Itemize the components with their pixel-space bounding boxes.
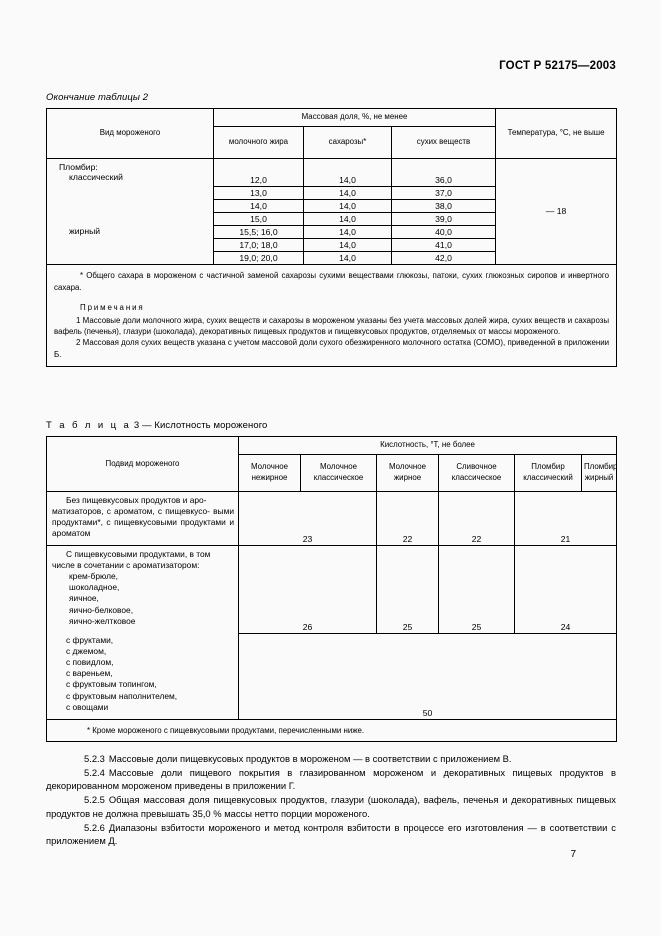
clause-5-2-5-number: 5.2.5 bbox=[84, 794, 105, 806]
table-row bbox=[47, 545, 617, 634]
cell-dry-solids: 40,0 bbox=[392, 226, 496, 239]
row2-line1: С пищевкусовыми продуктами, в том bbox=[66, 548, 211, 559]
cell-milk-fat: 12,0 bbox=[214, 158, 304, 187]
table2-col-sucrose: сахарозы* bbox=[304, 126, 392, 158]
group-label-plombir: Пломбир: bbox=[59, 161, 98, 172]
row1-line2: матизаторов, с ароматом, с пищевкусо- bbox=[52, 505, 210, 516]
table2-row-label-empty bbox=[47, 187, 214, 200]
table3-row3-label bbox=[47, 634, 239, 720]
clauses-block bbox=[46, 752, 616, 848]
table-ice-cream-composition bbox=[46, 108, 617, 367]
table3-col-plombir-classic: Пломбир классический bbox=[515, 454, 582, 491]
cell-dry-solids: 42,0 bbox=[392, 252, 496, 265]
table3-col-plombir-fat: Пломбир жирный bbox=[582, 454, 617, 491]
cell-dry-solids: 41,0 bbox=[392, 239, 496, 252]
table-row bbox=[47, 491, 617, 545]
cell-dry-solids: 39,0 bbox=[392, 213, 496, 226]
cell-dry-solids: 37,0 bbox=[392, 187, 496, 200]
row2-item-0: крем-брюле, bbox=[69, 571, 118, 582]
cell-sucrose: 14,0 bbox=[304, 187, 392, 200]
table3-row3-value-all: 50 bbox=[239, 634, 617, 720]
clause-5-2-4-number: 5.2.4 bbox=[84, 766, 105, 778]
clause-5-2-6-text: Диапазоны взбитости мороженого и метод контроля взбитости в процессе его изготовления — в соответствии с приложением Д. bbox=[46, 821, 616, 847]
table3-footnote: * Кроме мороженого с пищевкусовыми продуктами, перечисленными ниже. bbox=[87, 725, 365, 735]
table3-row2-label bbox=[47, 545, 239, 634]
clause-5-2-5 bbox=[46, 793, 616, 820]
table3-caption-number: 3 bbox=[133, 420, 140, 431]
cell-milk-fat: 19,0; 20,0 bbox=[214, 252, 304, 265]
cell-sucrose: 14,0 bbox=[304, 213, 392, 226]
cell-milk-fat: 13,0 bbox=[214, 187, 304, 200]
table2-row-label-empty bbox=[47, 213, 214, 226]
table3-group-acidity: Кислотность, °Т, не более bbox=[239, 437, 617, 455]
table3-row1-label bbox=[47, 491, 239, 545]
clause-5-2-4-text: Массовые доли пищевого покрытия в глазированном мороженом и декоративных пищевых продуктов в декорированном мороженом приведены в приложении Г. bbox=[46, 766, 616, 792]
table3-container bbox=[46, 436, 617, 742]
row1-line4: продуктами и ароматом bbox=[52, 517, 234, 539]
table3-col-milk-classic: Молочное классическое bbox=[301, 454, 377, 491]
table2-cell-temperature: — 18 bbox=[496, 158, 617, 265]
table2-container bbox=[46, 108, 617, 367]
cell-dry-solids: 36,0 bbox=[392, 158, 496, 187]
row3-item-4: с фруктовым топингом, bbox=[66, 679, 157, 690]
row3-item-1: с джемом, bbox=[66, 645, 107, 656]
table2-col-milk-fat: молочного жира bbox=[214, 126, 304, 158]
cell-milk-fat: 15,0 bbox=[214, 213, 304, 226]
table3-col-milk-lowfat: Молочное нежирное bbox=[239, 454, 301, 491]
table2-notes-cell bbox=[47, 265, 617, 367]
table3-caption bbox=[46, 420, 267, 431]
row2-item-2: яичное, bbox=[69, 593, 99, 604]
clause-5-2-4 bbox=[46, 766, 616, 793]
table2-header-row-1 bbox=[47, 109, 617, 127]
table-row bbox=[47, 634, 617, 720]
table3-footnote-cell bbox=[47, 719, 617, 741]
table2-note-2: 2 Массовая доля сухих веществ указана с учетом массовой доли сухого обезжиренного молочного остатка (СОМО), приведенной в приложении Б. bbox=[54, 338, 610, 359]
table3-row1-value-4: 21 bbox=[515, 491, 617, 545]
row2-item-1: шоколадное, bbox=[69, 582, 120, 593]
table2-caption: Окончание таблицы 2 bbox=[46, 92, 149, 103]
row2-line2: числе в сочетании с ароматизатором: bbox=[52, 559, 200, 570]
table2-group-mass-fraction: Массовая доля, %, не менее bbox=[214, 109, 496, 127]
table2-col-temperature: Температура, °С, не выше bbox=[496, 109, 617, 159]
row3-item-5: с фруктовым наполнителем, bbox=[66, 690, 178, 701]
table3-caption-title: — Кислотность мороженого bbox=[142, 420, 268, 431]
row2-item-4: яично-желтковое bbox=[69, 615, 136, 626]
cell-sucrose: 14,0 bbox=[304, 200, 392, 213]
clause-5-2-3-number: 5.2.3 bbox=[84, 753, 105, 764]
clause-5-2-6 bbox=[46, 821, 616, 848]
cell-sucrose: 14,0 bbox=[304, 252, 392, 265]
table2-row-label-empty bbox=[47, 200, 214, 213]
clause-5-2-3 bbox=[46, 752, 616, 766]
table3-col-subkind: Подвид мороженого bbox=[47, 437, 239, 492]
table3-header-row-1 bbox=[47, 437, 617, 455]
table2-row-group-label bbox=[47, 158, 214, 187]
table2-col-kind: Вид мороженого bbox=[47, 109, 214, 159]
table3-caption-prefix: Т а б л и ц а bbox=[46, 420, 132, 431]
row3-item-2: с повидлом, bbox=[66, 657, 114, 668]
row1-line1: Без пищевкусовых продуктов и аро- bbox=[66, 494, 207, 505]
cell-sucrose: 14,0 bbox=[304, 226, 392, 239]
row3-item-6: с овощами bbox=[66, 701, 109, 712]
table3-row2-value-2: 25 bbox=[377, 545, 439, 634]
table-row bbox=[47, 158, 617, 187]
standard-number-header: ГОСТ Р 52175—2003 bbox=[499, 60, 616, 72]
table3-col-milk-fat: Молочное жирное bbox=[377, 454, 439, 491]
table2-row-label-empty bbox=[47, 239, 214, 252]
table2-note-1: 1 Массовые доли молочного жира, сухих веществ и сахарозы в мороженом указаны без учета массовых долей жира, сухих веществ и сахарозы вафель (печенья), глазури (шоколада), декоративных пищевых продуктов и пищевкусовых продуктов, отделяемых от массы мороженого. bbox=[54, 315, 610, 336]
table3-row1-value-2: 22 bbox=[377, 491, 439, 545]
cell-milk-fat: 17,0; 18,0 bbox=[214, 239, 304, 252]
row3-item-3: с вареньем, bbox=[66, 668, 113, 679]
table3-row2-value-3: 25 bbox=[439, 545, 515, 634]
cell-sucrose: 14,0 bbox=[304, 239, 392, 252]
cell-milk-fat: 15,5; 16,0 bbox=[214, 226, 304, 239]
cell-milk-fat: 14,0 bbox=[214, 200, 304, 213]
table3-row2-value-1: 26 bbox=[239, 545, 377, 634]
table3-footnote-row bbox=[47, 719, 617, 741]
table2-notes-row bbox=[47, 265, 617, 367]
cell-sucrose: 14,0 bbox=[304, 158, 392, 187]
table2-col-dry-solids: сухих веществ bbox=[392, 126, 496, 158]
table2-notes-title: Примечания bbox=[80, 303, 145, 313]
group-label-classic: классический bbox=[69, 172, 123, 183]
table2-row-label-fat bbox=[47, 226, 214, 239]
table-ice-cream-acidity bbox=[46, 436, 617, 742]
clause-5-2-6-number: 5.2.6 bbox=[84, 821, 105, 833]
table2-footnote: * Общего сахара в мороженом с частичной заменой сахарозы сухими веществами глюкозы, патоки, сухих глюкозных сиропов и инвертного сахара. bbox=[54, 271, 610, 292]
page-number: 7 bbox=[570, 849, 576, 860]
table3-row2-value-4: 24 bbox=[515, 545, 617, 634]
row3-item-0: с фруктами, bbox=[66, 634, 114, 645]
table3-row1-value-1: 23 bbox=[239, 491, 377, 545]
row2-item-3: яично-белковое, bbox=[69, 604, 134, 615]
group-label-fat: жирный bbox=[69, 225, 101, 236]
table2-row-label-empty bbox=[47, 252, 214, 265]
table3-col-cream-classic: Сливочное классическое bbox=[439, 454, 515, 491]
clause-5-2-5-text: Общая массовая доля пищевкусовых продуктов, глазури (шоколада), вафель, печенья и декоративных пищевых продуктов не должна превышать 35,0 % массы нетто порции мороженого. bbox=[46, 794, 616, 819]
row1-line3: выми продуктами*, с пищевкусовыми bbox=[52, 505, 234, 528]
clause-5-2-3-text: Массовые доли пищевкусовых продуктов в мороженом — в соответствии с приложением В. bbox=[108, 753, 512, 764]
table3-row1-value-3: 22 bbox=[439, 491, 515, 545]
cell-dry-solids: 38,0 bbox=[392, 200, 496, 213]
